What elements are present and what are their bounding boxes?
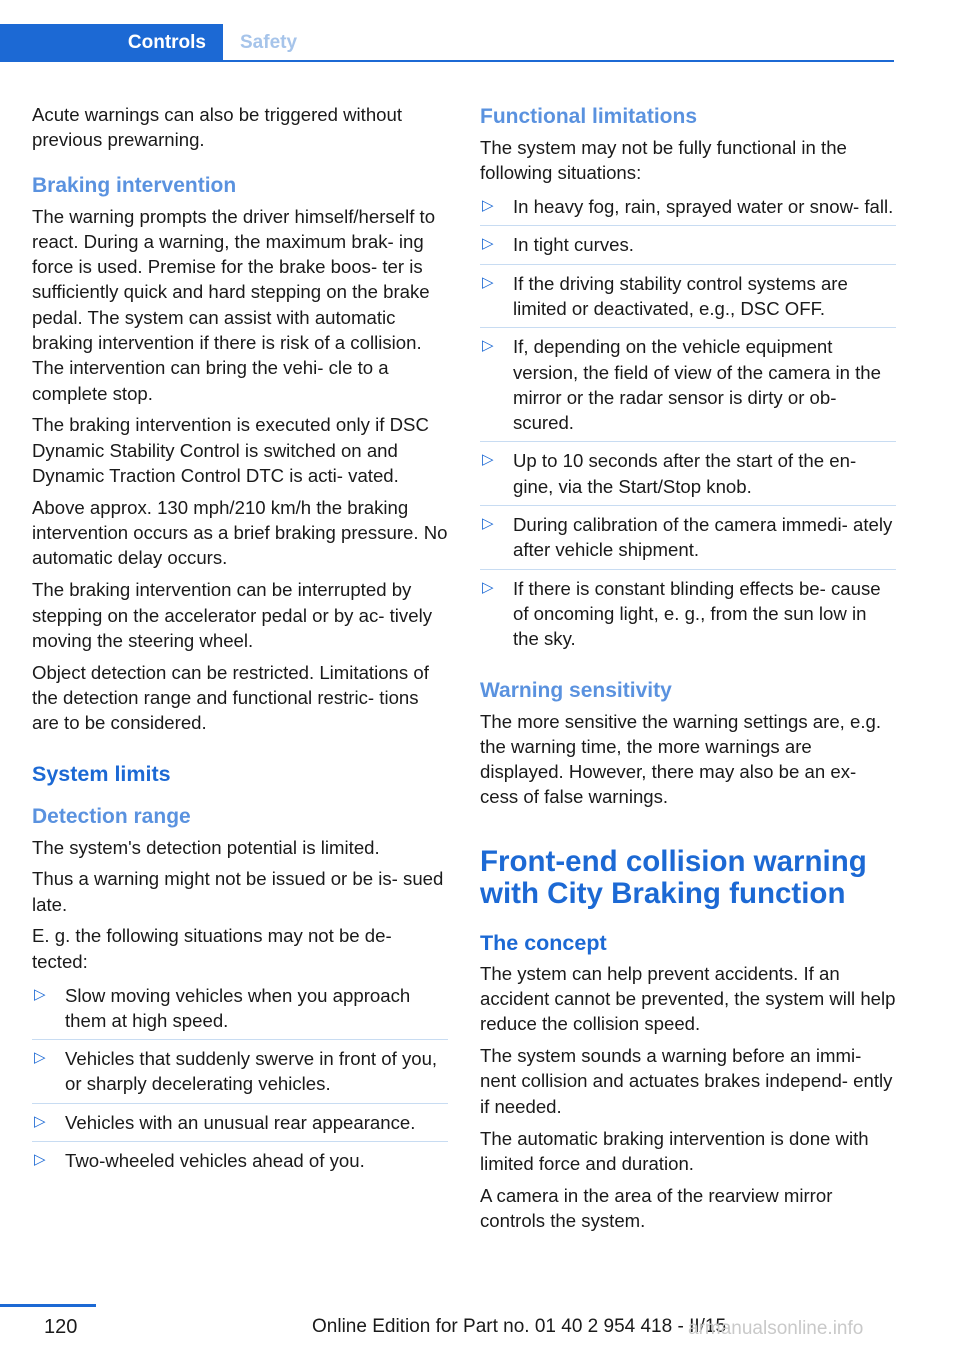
paragraph-warning-prompts: The warning prompts the driver himself/herself to react. During a warning, the maximum brak‐ ing force is used. Premise for the brake boos‐ ter is sufficiently quick and hard stepping on the brake pedal. The system can assist with automatic braking intervention if there is risk of a collision. The intervention can bring the vehi‐ cle to a complete stop. [32, 205, 436, 404]
triangle-bullet-icon: ▷ [34, 1049, 46, 1067]
paragraph-camera: A camera in the area of the rearview mirror controls the system. [480, 1184, 833, 1231]
paragraph-not-detected: E. g. the following situations may not be de‐ tected: [32, 925, 392, 972]
triangle-bullet-icon: ▷ [482, 337, 494, 355]
list-item: ▷ During calibration of the camera immedi‐ ately after vehicle shipment. [480, 510, 896, 570]
list-item: ▷ In tight curves. [480, 230, 896, 264]
list-undetected-situations [32, 981, 448, 1180]
list-item: ▷ Two-wheeled vehicles ahead of you. [32, 1146, 448, 1179]
heading-front-end-collision: Front-end collision warning with City Braking function [480, 844, 867, 910]
tab-safety[interactable]: Safety [240, 32, 298, 53]
heading-warning-sensitivity: Warning sensitivity [480, 678, 672, 702]
list-item: ▷ If, depending on the vehicle equipment version, the field of view of the camera in the mirror or the radar sensor is dirty or ob‐ scured. [480, 332, 896, 442]
list-item: ▷ If the driving stability control systems are limited or deactivated, e.g., DSC OFF. [480, 269, 896, 329]
heading-functional-limitations: Functional limitations [480, 105, 698, 128]
list-item: ▷ Vehicles that suddenly swerve in front of you, or sharply decelerating vehicles. [32, 1044, 448, 1104]
heading-the-concept: The concept [480, 930, 607, 955]
paragraph-limited-force: The automatic braking intervention is done with limited force and duration. [480, 1127, 869, 1174]
list-limitations [480, 192, 896, 657]
page-number: 120 [44, 1316, 78, 1338]
triangle-bullet-icon: ▷ [34, 985, 46, 1003]
triangle-bullet-icon: ▷ [482, 197, 494, 215]
triangle-bullet-icon: ▷ [482, 578, 494, 596]
list-item: ▷ Slow moving vehicles when you approach them at high speed. [32, 981, 448, 1041]
paragraph-interrupted: The braking intervention can be interrupted by stepping on the accelerator pedal or by ac‐ tively moving the steering wheel. [32, 579, 432, 651]
paragraph-speed: Above approx. 130 mph/210 km/h the braking intervention occurs as a brief braking pressure. No automatic delay occurs. [32, 496, 448, 569]
paragraph-object-detection: Object detection can be restricted. Limitations of the detection range and functional restric‐ tions are to be considered. [32, 661, 429, 734]
paragraph-not-fully-functional: The system may not be fully functional in the following situations: [480, 137, 847, 184]
heading-detection-range: Detection range [32, 804, 191, 828]
triangle-bullet-icon: ▷ [34, 1112, 46, 1130]
list-item: ▷ Up to 10 seconds after the start of the en‐ gine, via the Start/Stop knob. [480, 446, 896, 506]
edition-text: Online Edition for Part no. 01 40 2 954 418 - II/15 [312, 1316, 727, 1337]
left-column [32, 102, 448, 1183]
triangle-bullet-icon: ▷ [482, 451, 494, 469]
triangle-bullet-icon: ▷ [482, 273, 494, 291]
paragraph-acute-warnings: Acute warnings can also be triggered without previous prewarning. [32, 104, 403, 151]
chapter-header [0, 24, 894, 62]
tab-controls[interactable]: Controls [0, 24, 223, 62]
list-item: ▷ If there is constant blinding effects be‐ cause of oncoming light, e. g., from the sun low in the sky. [480, 574, 896, 658]
heading-braking-intervention: Braking intervention [32, 173, 237, 197]
right-column [480, 102, 896, 1240]
list-item: ▷ Vehicles with an unusual rear appearance. [32, 1108, 448, 1142]
paragraph-warning-late: Thus a warning might not be issued or be is‐ sued late. [32, 868, 444, 915]
heading-system-limits: System limits [32, 761, 171, 786]
triangle-bullet-icon: ▷ [482, 235, 494, 253]
paragraph-dsc: The braking intervention is executed only if DSC Dynamic Stability Control is switched on and Dynamic Traction Control DTC is acti‐ vated. [32, 414, 429, 487]
paragraph-sensitivity: The more sensitive the warning settings are, e.g. the warning time, the more warnings are displayed. However, there may also be an ex‐ cess of false warnings. [480, 710, 882, 808]
paragraph-sounds-warning: The system sounds a warning before an immi‐ nent collision and actuates brakes independ‐ ently if needed. [480, 1045, 893, 1117]
paragraph-detection-limited: The system's detection potential is limited. [32, 836, 380, 858]
footer-accent-bar [0, 1304, 96, 1307]
header-rule [0, 60, 894, 62]
triangle-bullet-icon: ▷ [482, 515, 494, 533]
paragraph-prevent-accidents: The ystem can help prevent accidents. If an accident cannot be prevented, the system will help reduce the collision speed. [480, 962, 896, 1035]
watermark: armanualsonline.info [688, 1318, 864, 1339]
triangle-bullet-icon: ▷ [34, 1151, 46, 1168]
list-item: ▷ In heavy fog, rain, sprayed water or snow‐ fall. [480, 192, 896, 226]
